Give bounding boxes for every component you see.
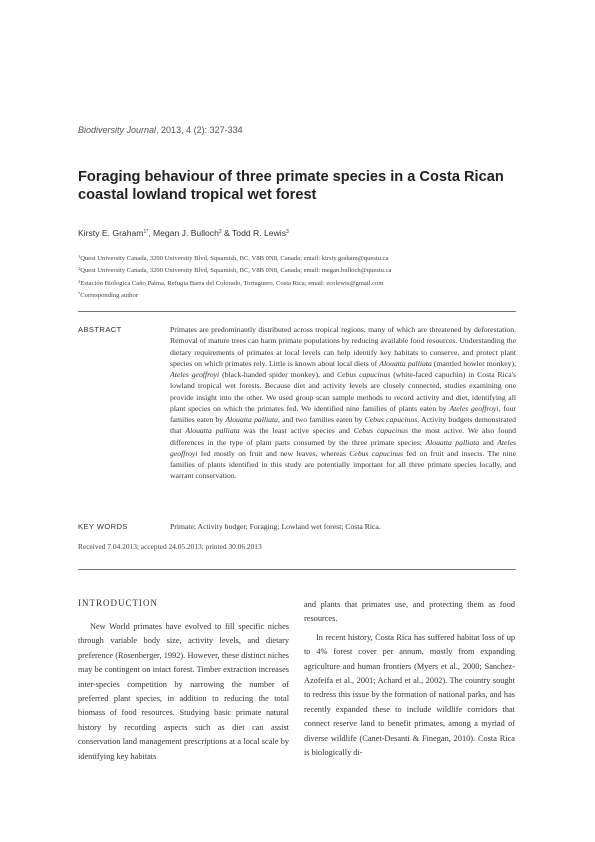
journal-citation bbox=[78, 125, 243, 135]
species-name: Alouatta palliata bbox=[425, 437, 480, 447]
affiliation-line bbox=[78, 264, 518, 276]
affiliation-text: Quest University Canada, 3200 University Blvd, Squamish, BC, V8B 0N8, Canada; email: kirsty.graham@questu.ca bbox=[80, 255, 389, 262]
species-name: Ateles geoffroyi bbox=[170, 370, 220, 379]
affiliation-line bbox=[78, 289, 518, 301]
author-name: Todd R. Lewis bbox=[232, 228, 286, 238]
abstract-label: ABSTRACT bbox=[78, 325, 122, 334]
abstract-segment: (mantled howler monkey), bbox=[431, 358, 516, 368]
author-separator: , bbox=[148, 228, 153, 238]
abstract-segment: (white-faced capuchin) in Costa Rica's lowland tropical wet forests. Because diet and activity levels are closely connected, studies examining one provide insight into the other. We used group scan sample methods to record activity and diet, identifying all plant species on which the primates fed. We identified nine families of plants eaten by bbox=[170, 370, 517, 413]
divider-bottom bbox=[78, 569, 516, 570]
author-affiliation-mark: 1* bbox=[143, 229, 149, 235]
species-name: Alouatta palliata bbox=[379, 358, 432, 368]
affiliation-text: Corresponding author bbox=[80, 291, 138, 299]
species-name: Cebus capucinus bbox=[336, 370, 391, 379]
abstract-segment: Primates are predominantly distributed across tropical regions, many of which are threatened by deforestation. Removal of mature trees can harm primate populations by reducing available food resources. Understanding the dietary requirements of primates at local levels can help identify key habitats to conserve, and protect plant species on which primates rely. Little is known about local diets of bbox=[170, 325, 516, 368]
affiliation-text: Estación Biologica Caño Palma, Refugia Barra del Colorado, Tortuguero, Costa Rica; email: ecolewis@gmail.com bbox=[80, 279, 384, 287]
species-name: Cebus capucinus bbox=[349, 448, 404, 458]
author-affiliation-mark: 2 bbox=[218, 229, 222, 235]
abstract-segment: (black-handed spider monkey), and bbox=[219, 370, 337, 379]
body-paragraph: and plants that primates use, and protecting them as food resources. bbox=[304, 600, 515, 624]
species-name: Alouatta palliata bbox=[185, 426, 240, 436]
abstract-text bbox=[170, 324, 516, 482]
divider-top bbox=[78, 311, 516, 312]
species-name: Alouatta palliata bbox=[225, 415, 279, 424]
abstract-segment: was the least active species and bbox=[239, 426, 354, 436]
body-paragraph: New World primates have evolved to fill specific niches through variable body size, activity levels, and dietary preference (Rosenberger, 1992). However, these distinct niches may be contingent on intact forest. Timber extraction increases inter-species competition by narrowing the number of preferred plant species, in addition to reducing the total biomass of food resources. Studying basic primate natural history by recording aspects such as diet can assist conservation land management prescriptions at a local scale by identifying key habitats bbox=[78, 622, 289, 761]
introduction-column-right bbox=[304, 598, 515, 760]
keywords-label: KEY WORDS bbox=[78, 522, 128, 531]
species-name: Ateles geoffroyi bbox=[170, 437, 516, 458]
introduction-column-left bbox=[78, 620, 289, 764]
author-affiliation-mark: 3 bbox=[286, 229, 289, 235]
abstract-segment: fed mostly on fruit and new leaves, whereas bbox=[197, 448, 350, 458]
affiliation-text: Quest University Canada, 3200 University Blvd, Squamish, BC, V8B 0N8, Canada; email: megan.bulloch@questu.ca bbox=[80, 267, 392, 275]
affiliation-mark: 1 bbox=[78, 254, 81, 259]
author-name: Kirsty E. Graham bbox=[78, 228, 144, 238]
abstract-segment: . Activity budgets demonstrated that bbox=[170, 415, 516, 436]
affiliation-mark: 2 bbox=[78, 266, 81, 272]
abstract-segment: , and two families eaten by bbox=[278, 415, 365, 424]
abstract-segment: , four families eaten by bbox=[170, 403, 516, 424]
affiliation-mark: * bbox=[78, 290, 81, 296]
affiliation-mark: 3 bbox=[78, 278, 81, 284]
affiliation-line bbox=[78, 277, 518, 289]
author-list bbox=[78, 228, 289, 238]
body-paragraph: In recent history, Costa Rica has suffered habitat loss of up to 4% forest cover per annum, mostly from expanding agriculture and human frontiers (Myers et al., 2000; Sanchez-Azofeifa et al., 2001; Achard et al., 2002). The country sought to redress this issue by the formation of national parks, and has recently expanded these to include wildlife corridors that connect reserve land to benefit primates, among a myriad of diverse wildlife (Canet-Desanti & Finegan, 2010). Costa Rica is biologically di- bbox=[304, 632, 515, 758]
author-separator: & bbox=[221, 228, 233, 238]
received-dates: Received 7.04.2013; accepted 24.05.2013; printed 30.06.2013 bbox=[78, 542, 262, 551]
article-title: Foraging behaviour of three primate species in a Costa Rican coastal lowland tropical wet forest bbox=[78, 169, 504, 203]
keywords-text: Primate; Activity budget; Foraging; Lowland wet forest; Costa Rica. bbox=[170, 522, 381, 531]
abstract-segment: and bbox=[479, 437, 498, 447]
species-name: Ateles geoffroyi bbox=[449, 403, 499, 413]
affiliation-line bbox=[78, 252, 518, 264]
species-name: Cebus capucinus bbox=[364, 415, 418, 424]
journal-volume-pages: , 2013, 4 (2): 327-334 bbox=[156, 125, 243, 135]
affiliations bbox=[78, 252, 518, 301]
species-name: Cebus capucinus bbox=[353, 426, 408, 436]
author-name: Megan J. Bulloch bbox=[152, 228, 219, 238]
abstract-segment: fed on fruit and insects. The nine families of plants identified in this study are potentially important for all three primate species locally, and warrant conservation. bbox=[170, 448, 517, 481]
abstract-segment: the most active. We also found differences in the type of plant parts consumed by the three primate species; bbox=[170, 426, 516, 447]
journal-name: Biodiversity Journal bbox=[78, 125, 157, 135]
section-heading-introduction: INTRODUCTION bbox=[78, 598, 158, 608]
